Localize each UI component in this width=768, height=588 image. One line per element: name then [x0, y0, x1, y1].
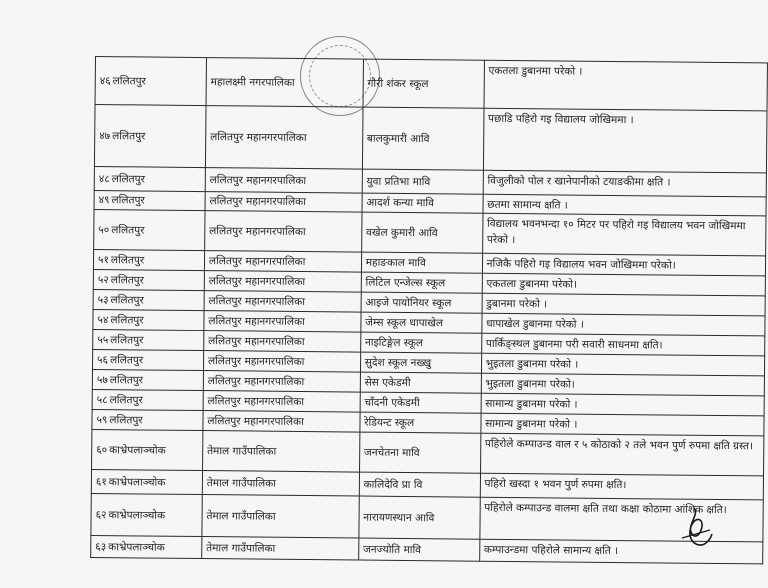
school-cell: आदर्श कन्या मावि — [362, 193, 483, 213]
municipality-cell: तेमाल गाउँपालिका — [202, 431, 359, 473]
school-cell: कालिदेवि प्रा वि — [359, 472, 480, 497]
school-cell: नारायणस्थान आवि — [359, 496, 480, 539]
municipality-cell: ललितपुर महानगरपालिका — [204, 251, 361, 273]
district-cell: ४८ ललितपुर — [94, 166, 205, 191]
school-cell: सेस एकेडमी — [360, 372, 481, 393]
damage-cell: भुइतला डुबानमा परेको। — [481, 373, 765, 396]
table-row — [92, 429, 764, 475]
municipality-cell: ललितपुर महानगरपालिका — [205, 192, 362, 213]
damage-cell: विद्यालय भवनभन्दा १० मिटर पर पहिरो गइ विद्यालय भवन जोखिममा परेको । — [482, 213, 766, 256]
school-cell: आइजे पायोनियर स्कूल — [361, 292, 482, 313]
school-cell: वखेल कुमारी आवि — [361, 212, 482, 253]
district-cell: ५५ ललितपुर — [93, 329, 204, 350]
district-cell: ६१ काभ्रेपलाञ्चोक — [91, 469, 202, 494]
school-damage-table — [90, 56, 768, 564]
table-row — [94, 209, 766, 255]
school-cell: जेम्स स्कूल धापाखेल — [361, 312, 482, 333]
municipality-cell: महालक्ष्मी नगरपालिका — [206, 58, 363, 108]
school-cell: सुदेश स्कूल नख्खु — [360, 352, 481, 373]
school-cell: गौरी शंकर स्कूल — [363, 59, 484, 108]
school-cell: चाँदनी एकेडमी — [360, 392, 481, 413]
damage-cell: सामान्य डुबानमा परेको । — [481, 393, 765, 416]
damage-cell: पहिरो खस्दा १ भवन पुर्ण रुपमा क्षति। — [480, 473, 764, 500]
district-cell: ४६ ललितपुर — [95, 57, 206, 106]
district-cell: ५० ललितपुर — [94, 209, 205, 250]
municipality-cell: ललितपुर महानगरपालिका — [203, 411, 360, 433]
district-cell: ५१ ललितपुर — [93, 249, 204, 270]
district-cell: ५३ ललितपुर — [93, 289, 204, 310]
district-cell: ५४ ललितपुर — [93, 309, 204, 330]
damage-cell: विजुलीको पोल र खानेपानीको टयाङकीमा क्षति । — [483, 170, 767, 197]
damage-cell: पार्किङ्स्थल डुबानमा परी सवारी साधनमा क्षति। — [481, 333, 765, 356]
table-row — [91, 493, 763, 541]
municipality-cell: ललितपुर महानगरपालिका — [205, 168, 362, 194]
school-cell: जनचेतना मावि — [359, 432, 480, 473]
district-cell: ६२ काभ्रेपलाञ्चोक — [91, 493, 202, 536]
school-cell: जनज्योति मावि — [358, 538, 479, 561]
municipality-cell: तेमाल गाउँपालिका — [202, 495, 359, 539]
municipality-cell: ललितपुर महानगरपालिका — [204, 331, 361, 353]
damage-cell: डुबानमा परेको । — [482, 293, 766, 316]
table-row — [94, 105, 767, 173]
damage-cell: पछाडि पहिरो गइ विद्यालय जोखिममा । — [483, 108, 767, 173]
school-cell: युवा प्रतिभा मावि — [362, 169, 483, 194]
municipality-cell: तेमाल गाउँपालिका — [202, 471, 359, 497]
municipality-cell: ललितपुर महानगरपालिका — [205, 106, 362, 170]
damage-cell: पहिरोले कम्पाउन्ड वालमा क्षति तथा कक्षा कोठामा आंशिक क्षति। — [480, 497, 764, 542]
municipality-cell: ललितपुर महानगरपालिका — [203, 351, 360, 373]
municipality-cell: ललितपुर महानगरपालिका — [204, 291, 361, 313]
district-cell: ५६ ललितपुर — [92, 349, 203, 370]
damage-cell: भुइतला डुबानमा परेको । — [481, 353, 765, 376]
district-cell: ६३ काभ्रेपलाञ्चोक — [91, 535, 202, 558]
damage-cell: छतमा सामान्य क्षति । — [483, 194, 767, 216]
district-cell: ५७ ललितपुर — [92, 369, 203, 390]
school-cell: नाइटिङ्गेल स्कूल — [360, 332, 481, 353]
municipality-cell: ललितपुर महानगरपालिका — [203, 391, 360, 413]
damage-cell: धापाखेल डुबानमा परेको । — [482, 313, 766, 336]
school-cell: रेडियन्ट स्कूल — [360, 412, 481, 433]
district-cell: ५८ ललितपुर — [92, 389, 203, 410]
school-cell: लिटिल एन्जेल्स स्कूल — [361, 272, 482, 293]
district-cell: ४९ ललितपुर — [94, 190, 205, 210]
damage-cell: एकतला डुबानमा परेको। — [482, 273, 766, 296]
school-cell: बालकुमारी आवि — [362, 107, 484, 170]
table-row — [95, 57, 767, 111]
district-cell: ५२ ललितपुर — [93, 269, 204, 290]
damage-cell: पहिरोले कम्पाउन्ड वाल र ५ कोठाको २ तले भवन पुर्ण रुपमा क्षति ग्रस्त। — [480, 433, 764, 476]
district-cell: ४७ ललितपुर — [94, 105, 205, 168]
school-cell: महाङकाल मावि — [361, 252, 482, 273]
municipality-cell: ललितपुर महानगरपालिका — [204, 271, 361, 293]
handwritten-signature — [676, 504, 716, 554]
district-cell: ६० काभ्रेपलाञ्चोक — [92, 429, 203, 470]
municipality-cell: तेमाल गाउँपालिका — [202, 537, 359, 561]
municipality-cell: ललितपुर महानगरपालिका — [205, 211, 362, 253]
damage-cell: एकतला डुबानमा परेको । — [484, 60, 768, 111]
damage-cell: कम्पाउन्डमा पहिरोले सामान्य क्षति । — [479, 539, 763, 564]
damage-cell: नजिकै पहिरो गइ विद्यालय भवन जोखिममा परेको। — [482, 253, 766, 276]
municipality-cell: ललितपुर महानगरपालिका — [204, 311, 361, 333]
district-cell: ५९ ललितपुर — [92, 409, 203, 430]
damage-cell: सामान्य डुबानमा परेको । — [481, 413, 765, 436]
municipality-cell: ललितपुर महानगरपालिका — [203, 371, 360, 393]
